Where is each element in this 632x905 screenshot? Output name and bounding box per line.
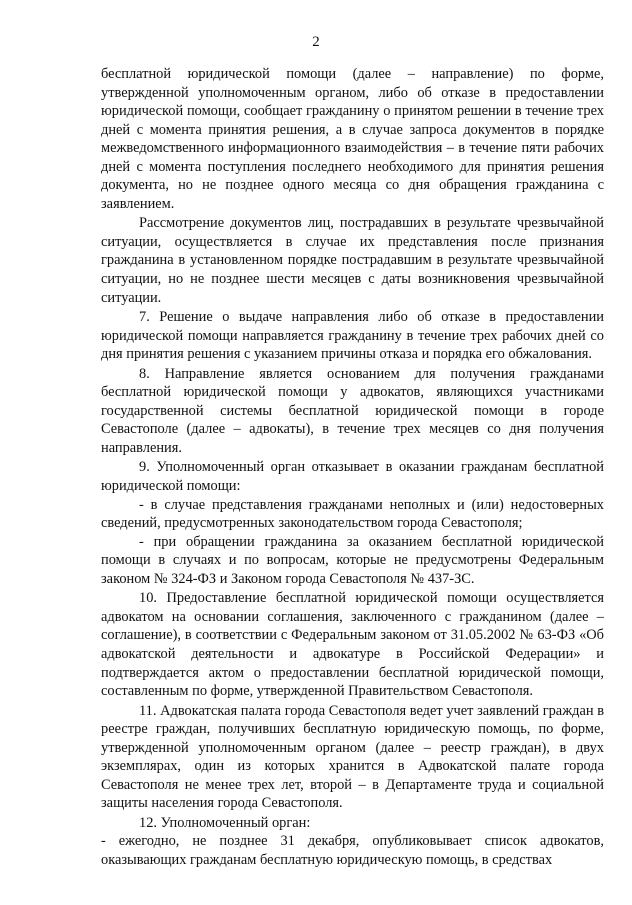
paragraph-item-10: 10. Предоставление бесплатной юридической помощи осуществляется адвокатом на основании соглашения, заключенного с гражданином (далее – соглашение), в соответствии с Федеральным законом от 31.05.2002 № 63-ФЗ «Об адвокатской деятельности и адвокатуре в Российской Федерации» и подтверждается актом о предоставлении бесплатной юридической помощи, составленным по форме, утвержденной Правительством Севастополя. [101,590,604,700]
paragraph-item-12: 12. Уполномоченный орган: [139,814,311,831]
page-number: 2 [312,34,320,50]
paragraph-item-9-bullet-1: - в случае представления гражданами неполных и (или) недостоверных сведений, предусмотренных законодательством города Севастополя; [101,496,604,532]
paragraph-item-7: 7. Решение о выдаче направления либо об отказе в предоставлении юридической помощи направляется гражданину в течение трех рабочих дней со дня принятия решения с указанием причины отказа и порядка его обжалования. [101,309,604,363]
paragraph-item-8: 8. Направление является основанием для получения гражданами бесплатной юридической помощи у адвокатов, являющихся участниками государственной системы бесплатной юридической помощи в городе Севастополе (далее – адвокаты), в течение трех месяцев со дня получения направления. [101,365,604,456]
paragraph-continuation: бесплатной юридической помощи (далее – направление) по форме, утвержденной уполномоченным органом, либо об отказе в предоставлении юридической помощи, сообщает гражданину о принятом решении в течение трех дней с момента принятия решения, а в случае запроса документов в порядке межведомственного информационного взаимодействия – в течение пяти рабочих дней с момента поступления последнего необходимого для принятия решения документа, но не позднее одного месяца со дня обращения гражданина с заявлением. [101,66,604,212]
paragraph-item-9-bullet-2: - при обращении гражданина за оказанием бесплатной юридической помощи в случаях и по вопросам, которые не предусмотрены Федеральным законом № 324-ФЗ и Законом города Севастополя № 437-ЗС. [101,533,604,587]
paragraph-item-11: 11. Адвокатская палата города Севастополя ведет учет заявлений граждан в реестре граждан, получивших бесплатную юридическую помощь, по форме, утвержденной уполномоченным органом (далее – реестр граждан), в двух экземплярах, один из которых хранится в Адвокатской палате города Севастополя не менее трех лет, второй – в Департаменте труда и социальной защиты населения города Севастополя. [101,702,604,812]
document-body [101,65,604,870]
paragraph-item-12-bullet-1: - ежегодно, не позднее 31 декабря, опубликовывает список адвокатов, оказывающих гражданам бесплатную юридическую помощь, в средствах [101,833,604,868]
paragraph-emergency-review: Рассмотрение документов лиц, пострадавших в результате чрезвычайной ситуации, осуществляется в случае их представления после признания гражданина в установленном порядке пострадавшим в результате чрезвычайной ситуации, но не позднее шести месяцев с даты возникновения чрезвычайной ситуации. [101,215,604,306]
paragraph-item-9: 9. Уполномоченный орган отказывает в оказании гражданам бесплатной юридической помощи: [101,459,604,495]
